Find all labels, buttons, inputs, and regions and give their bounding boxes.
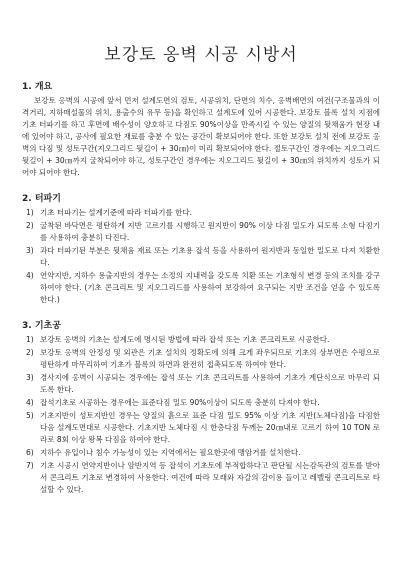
item-number: 2) [26,348,34,357]
section-foundation [22,320,380,496]
document-title: 보강토 옹벽 시공 시방서 [104,45,298,65]
section-overview [22,81,380,179]
item-text: 잡석기초로 시공하는 경우에는 표준다짐 밀도 90%이상이 되도록 충분히 다져야 한다. [40,398,320,407]
list-item [26,207,380,219]
item-text: 경사지에 옹벽이 시공되는 경우에는 잡석 또는 기초 콘크리트를 사용하여 기초가 계단식으로 마무리 되도록 한다. [40,373,380,394]
item-text: 지하수 유입이나 침수 가능성이 있는 지역에서는 필요한곳에 맹암거를 설치한다. [40,448,301,457]
item-number: 6) [26,448,34,457]
item-number: 3) [26,246,34,255]
list-item [26,245,380,269]
item-number: 2) [26,221,34,230]
excavation-list [22,207,380,306]
item-text: 연약지반, 지하수 용출지반의 경우는 소정의 지내력을 갖도록 치환 또는 기초형식 변경 등의 조치를 강구하여야 한다. (기초 콘크리트 및 지오그리드를 사용하여 보강하여 요구되는 지반 조건을 얻을 수 있도록 한다.) [40,271,380,304]
list-item [26,447,380,459]
item-number: 7) [26,461,34,470]
item-number: 5) [26,411,34,420]
item-text: 기초 터파기는 설계기준에 따라 터파기를 한다. [40,208,192,217]
item-number: 4) [26,398,34,407]
item-text: 보강토 옹벽의 기초는 설계도에 명시된 방법에 따라 잡석 또는 기초 콘크리트로 시공한다. [40,335,330,344]
list-item [26,347,380,371]
item-text: 굴착된 바닥면은 평탄하게 지반 고르기를 시행하고 원지반이 90% 이상 다짐 밀도가 되도록 소형 다짐기를 사용하여 충분히 다진다. [40,221,380,242]
foundation-list [22,334,380,496]
item-number: 1) [26,335,34,344]
list-item [26,270,380,306]
item-number: 4) [26,271,34,280]
section-heading: 3. 기초공 [22,321,61,331]
section-heading: 2. 터파기 [22,194,61,204]
item-number: 3) [26,373,34,382]
list-item [26,410,380,446]
list-item [26,220,380,244]
item-text: 기초 시공시 연약지반이나 암반지역 등 잡석이 기초토에 부적합하다고 판단될 시는감독관의 검토를 받아서 콘크리트 기초로 변경하여 사용한다. 여건에 따라 모래와 자갈의 감이용 들이고 레벨링 콘크리트로 타설할 수 있다. [40,461,380,494]
list-item [26,397,380,409]
list-item [26,372,380,396]
list-item [26,460,380,496]
item-text: 기초지반이 성토지반인 경우는 양질의 흙으로 표준 다짐 밀도 95% 이상 기초 지반(노체다짐)을 다짐한 다음 설계도면대로 시공한다. 기초지반 노체다짐 시 한층다짐 두께는 20㎝내로 고르기 하여 10 TON 로라로 8회 이상 왕복 다짐을 하여야 한다. [40,411,380,444]
item-number: 1) [26,208,34,217]
item-text: 보강토 옹벽의 안정성 및 외관은 기초 설치의 정확도에 의해 크게 좌우되므로 기초의 상부면은 수평으로 평탄하게 마무리하여 기초가 블록의 하면과 완전히 접촉되도록 하여야 한다. [40,348,380,369]
section-excavation [22,193,380,306]
overview-paragraph: 보강토 옹벽의 시공에 앞서 먼저 설계도면의 검토, 시공위치, 단면의 치수, 옹벽배면의 여건(구조물과의 이격거리, 지하매설물의 위치, 용출수의 유무 등)을 확인하고 설계도에 있어 시공한다. 보강토 블록 설치 지점에 기초 터파기를 하고 후면에 배수성이 양호하고 다짐도 90%이상을 만족시킬 수 있는 양질의 뒷채움가 현장 내에 있어야 하고, 공사에 필요한 재료를 충분 수 있는 공간이 확보되어야 한다. 또한 보강토 설치 전에 보강토 옹벽의 다짐 및 성토구간(지오그리드 뒷길이 + 30㎝)이 미리 확보되어야 한다. 절토구간인 경우에는 지오그리드 뒷길이 + 30㎝까지 굴착되어야 하고, 성토구간인 경우에는 지오그리드 뒷길이 + 30㎝의 위치까지 성토가 되어야 되어야 한다. [22,96,380,177]
section-heading: 1. 개요 [22,82,53,92]
list-item [26,334,380,346]
item-text: 과다 터파기된 부분은 뒷채움 재료 또는 기초용 잡석 등을 사용하여 원지반과 동일한 밀도로 다져 치환한다. [40,246,380,267]
